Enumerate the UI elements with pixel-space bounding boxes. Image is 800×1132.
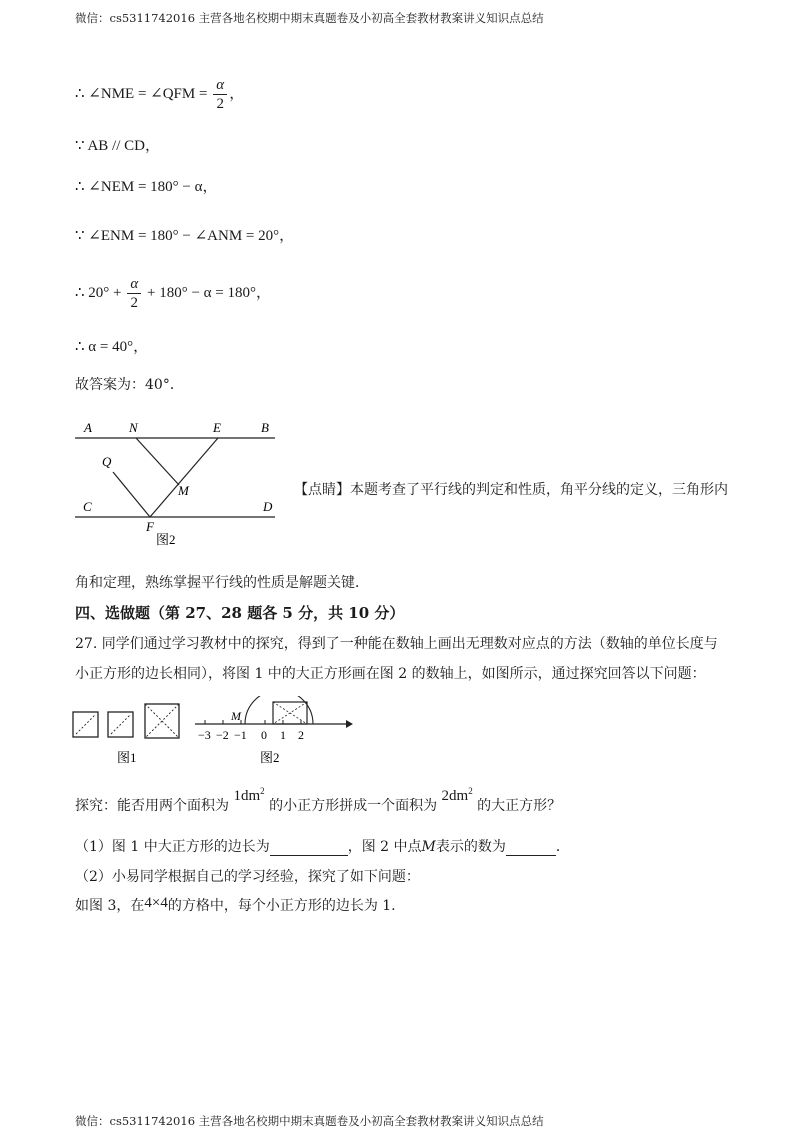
solution-line-5: ∴ 20° + $\frac{\alpha}{2}$ + 180° − α = 180°， bbox=[75, 276, 272, 311]
geometry-figure-2 bbox=[70, 418, 285, 548]
figure-2-caption: 图2 bbox=[156, 532, 176, 547]
tick-label: −1 bbox=[234, 728, 247, 742]
solution-line-4: ∵ ∠ENM = 180° − ∠ANM = 20°， bbox=[75, 228, 295, 244]
area-1dm2: $1dm^2$ bbox=[233, 786, 265, 804]
tick-label: 2 bbox=[298, 728, 304, 742]
label-b: B bbox=[261, 420, 269, 435]
tick-label: −3 bbox=[198, 728, 211, 742]
comment-line-1: 【点睛】本题考查了平行线的判定和性质，角平分线的定义，三角形内 bbox=[294, 482, 728, 498]
solution-line-3: ∴ ∠NEM = 180° − α， bbox=[75, 179, 218, 195]
axis-arrow-icon bbox=[346, 720, 353, 728]
label-d: D bbox=[263, 499, 273, 514]
solution-line-2: ∵ AB // CD， bbox=[75, 138, 160, 154]
figure-1-caption: 图1 bbox=[117, 750, 137, 765]
comment-line-2: 角和定理，熟练掌握平行线的性质是解题关键． bbox=[75, 575, 369, 591]
label-a: A bbox=[84, 420, 92, 435]
line1-prefix: ∴ ∠NME = ∠QFM = bbox=[75, 85, 212, 102]
label-n: N bbox=[129, 420, 138, 435]
fraction-alpha-over-2: $\frac{\alpha}{2}$ bbox=[213, 76, 227, 113]
sub-question-2: （2）小易同学根据自己的学习经验，探究了如下问题： bbox=[75, 869, 420, 885]
figure-3-line: 如图 3，在4×4的方格中，每个小正方形的边长为 1. bbox=[75, 895, 396, 914]
sub-question-1: （1）图 1 中大正方形的边长为 ，图 2 中点M表示的数为 ． bbox=[75, 839, 570, 855]
answer-blank-side-length[interactable] bbox=[270, 839, 348, 856]
page-header: 微信：cs5311742016 主营各地名校期中期末真题卷及小初高全套教材教案讲义知识点总结 bbox=[75, 11, 544, 25]
solution-line-6: ∴ α = 40°， bbox=[75, 339, 149, 355]
label-c: C bbox=[83, 499, 92, 514]
point-m-label: M bbox=[231, 709, 241, 723]
fraction-alpha-over-2: $\frac{\alpha}{2}$ bbox=[127, 275, 141, 312]
section-title: 四、选做题（第 27、28 题各 5 分，共 10 分） bbox=[75, 604, 405, 622]
segment-ef bbox=[150, 438, 218, 517]
label-m: M bbox=[178, 483, 189, 498]
label-f: F bbox=[146, 519, 154, 534]
figure-2-number-line bbox=[193, 696, 353, 770]
solution-line-1: ∴ ∠NME = ∠QFM = $\frac{\alpha}{2}$ ， bbox=[75, 77, 245, 112]
label-q: Q bbox=[102, 454, 112, 469]
segment-nm bbox=[136, 438, 179, 485]
area-2dm2: $2dm^2$ bbox=[441, 786, 473, 804]
tick-label: 0 bbox=[261, 728, 267, 742]
tick-label: 1 bbox=[280, 728, 286, 742]
label-e: E bbox=[213, 420, 221, 435]
segment-qf bbox=[113, 472, 150, 517]
q27-line-1: 27. 同学们通过学习教材中的探究，得到了一种能在数轴上画出无理数对应点的方法（数轴的单位长度与 bbox=[75, 636, 718, 652]
tick-label: −2 bbox=[216, 728, 229, 742]
figure-1-squares bbox=[70, 700, 185, 770]
answer-line: 故答案为：40°． bbox=[75, 377, 184, 393]
explore-line: 探究：能否用两个面积为 $1dm^2$ 的小正方形拼成一个面积为 $2dm^2$ 的大正方形？ bbox=[75, 786, 562, 814]
q27-line-2: 小正方形的边长相同），将图 1 中的大正方形画在图 2 的数轴上，如图所示，通过探究回答以下问题： bbox=[75, 666, 706, 682]
answer-blank-point-m[interactable] bbox=[506, 839, 556, 856]
figure-2-caption: 图2 bbox=[260, 750, 280, 765]
page-footer: 微信：cs5311742016 主营各地名校期中期末真题卷及小初高全套教材教案讲义知识点总结 bbox=[75, 1114, 544, 1128]
